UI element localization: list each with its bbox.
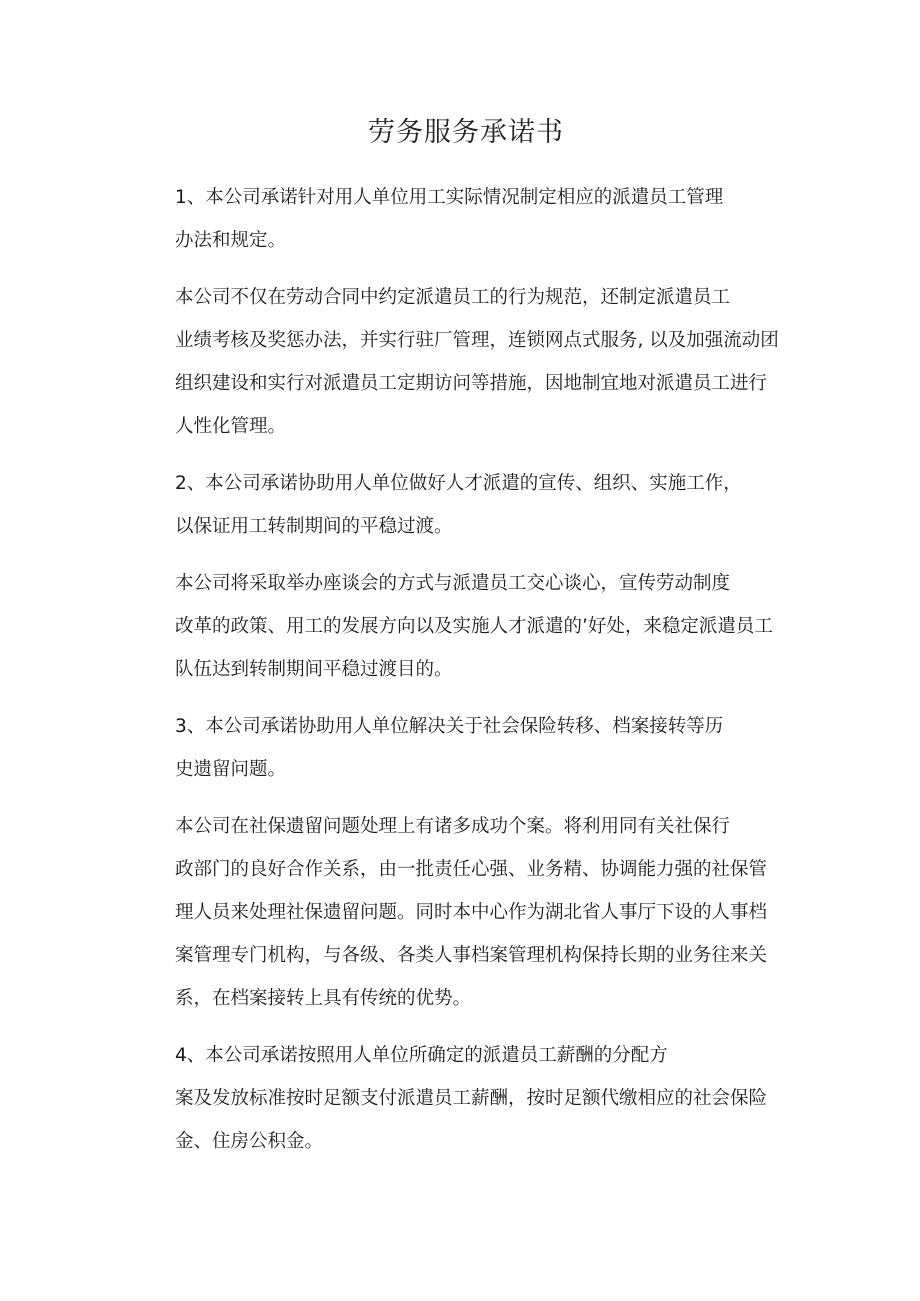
text-line: 案管理专门机构，与各级、各类人事档案管理机构保持长期的业务往来关 [175, 945, 768, 966]
document-page [138, 108, 794, 1177]
text-line: 理人员来处理社保遗留问题。同时本中心作为湖北省人事厅下设的人事档 [175, 902, 768, 923]
text-line: 3、本公司承诺协助用人单位解决关于社会保险转移、档案接转等历 [175, 716, 724, 737]
text-line: 本公司将采取举办座谈会的方式与派遣员工交心谈心，宣传劳动制度 [175, 573, 731, 594]
text-line: 1、本公司承诺针对用人单位用工实际情况制定相应的派遣员工管理 [175, 187, 724, 208]
text-line: 4、本公司承诺按照用人单位所确定的派遣员工薪酬的分配方 [175, 1045, 668, 1066]
text-line: 以保证用工转制期间的平稳过渡。 [175, 516, 453, 537]
text-line: 政部门的良好合作关系，由一批责任心强、业务精、协调能力强的社保管 [175, 859, 768, 880]
paragraph-commitment-4 [138, 1034, 794, 1163]
paragraph-commitment-3-detail [138, 805, 794, 1020]
text-line: 系，在档案接转上具有传统的优势。 [175, 988, 472, 1009]
text-line: 案及发放标准按时足额支付派遣员工薪酬，按时足额代缴相应的社会保险 [175, 1088, 768, 1109]
text-line: 本公司在社保遗留问题处理上有诸多成功个案。将利用同有关社保行 [175, 816, 731, 837]
paragraph-commitment-3 [138, 705, 794, 791]
text-line: 人性化管理。 [175, 416, 287, 437]
text-line: 本公司不仅在劳动合同中约定派遣员工的行为规范，还制定派遣员工 [175, 287, 731, 308]
text-line: 队伍达到转制期间平稳过渡目的。 [175, 659, 453, 680]
paragraph-commitment-1 [138, 176, 794, 262]
text-line: 组织建设和实行对派遣员工定期访问等措施，因地制宜地对派遣员工进行 [175, 373, 768, 394]
text-line: 金、住房公积金。 [175, 1131, 324, 1152]
text-line: 2、本公司承诺协助用人单位做好人才派遣的宣传、组织、实施工作， [175, 473, 742, 494]
paragraph-commitment-2-detail [138, 562, 794, 691]
paragraph-commitment-2 [138, 462, 794, 548]
text-line: 办法和规定。 [175, 230, 287, 251]
text-line: 史遗留问题。 [175, 759, 287, 780]
text-line: 业绩考核及奖惩办法，并实行驻厂管理，连锁网点式服务, 以及加强流动团 [175, 330, 779, 351]
paragraph-commitment-1-detail [138, 276, 794, 448]
text-line: 改革的政策、用工的发展方向以及实施人才派遣的’好处，来稳定派遣员工 [175, 616, 773, 637]
document-title: 劳务服务承诺书 [368, 117, 564, 148]
